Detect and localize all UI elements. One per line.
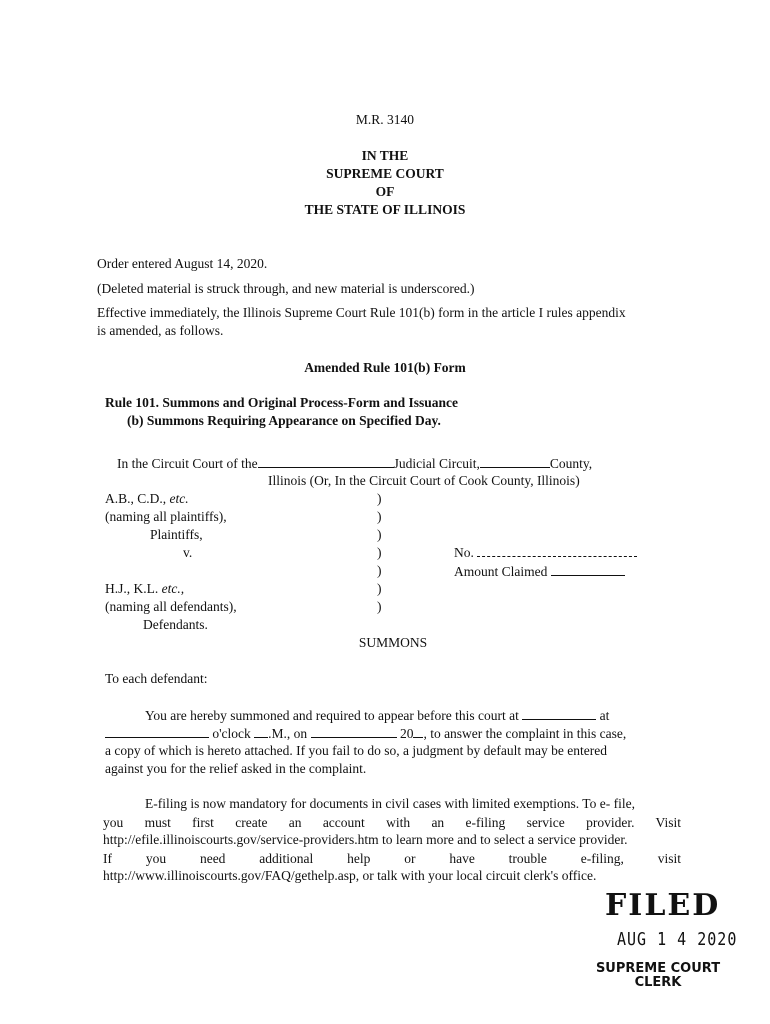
caption-paren: )	[377, 563, 382, 578]
summons-title: SUMMONS	[358, 635, 428, 650]
court-line-4: THE STATE OF ILLINOIS	[304, 202, 466, 217]
circuit-number-blank[interactable]	[258, 455, 394, 468]
rule-number: M.R. 3140	[355, 112, 415, 127]
circuit-line-1	[117, 455, 592, 472]
caption-paren: )	[377, 581, 382, 596]
circuit-prefix: In the Circuit Court of the	[117, 456, 258, 471]
p2-line-2: you must first create an account with an e-filing service provider. Visit	[103, 815, 681, 830]
circuit-suffix: County,	[549, 456, 593, 471]
county-blank[interactable]	[480, 455, 550, 468]
caption-paren: )	[377, 491, 382, 506]
defendants-line-1: H.J., K.L. etc.,	[105, 581, 185, 596]
p2-line-1: E-filing is now mandatory for documents in civil cases with limited exemptions. To e- file,	[145, 796, 635, 811]
to-each-defendant: To each defendant:	[105, 671, 208, 686]
amount-claimed-blank[interactable]	[551, 563, 625, 576]
filed-stamp-date: AUG 1 4 2020	[617, 928, 738, 950]
court-line-3: OF	[375, 184, 395, 199]
circuit-middle: Judicial Circuit,	[393, 456, 480, 471]
plaintiffs-line-2: (naming all plaintiffs),	[105, 509, 227, 524]
order-entered: Order entered August 14, 2020.	[97, 256, 268, 271]
caption-paren: )	[377, 599, 382, 614]
order-note: (Deleted material is struck through, and new material is underscored.)	[97, 281, 475, 296]
year-blank[interactable]	[413, 725, 423, 738]
caption-paren: )	[377, 545, 382, 560]
p1-line-4: against you for the relief asked in the complaint.	[105, 761, 367, 776]
rule-subtitle: (b) Summons Requiring Appearance on Specified Day.	[127, 413, 441, 428]
case-number-line	[454, 545, 637, 561]
p1-line-1: You are hereby summoned and required to appear before this court at at	[145, 708, 610, 723]
defendants-line-3: Defendants.	[143, 617, 208, 632]
plaintiffs-line-3: Plaintiffs,	[150, 527, 203, 542]
p1-line-3: a copy of which is hereto attached. If you fail to do so, a judgment by default may be entered	[105, 743, 607, 758]
order-effective-line-2: is amended, as follows.	[97, 323, 224, 338]
appearance-date-blank[interactable]	[311, 725, 397, 738]
filed-stamp-clerk: SUPREME COURT CLERK	[595, 961, 721, 990]
defendants-line-2: (naming all defendants),	[105, 599, 237, 614]
order-effective-line-1: Effective immediately, the Illinois Supreme Court Rule 101(b) form in the article I rules appendix	[97, 305, 626, 320]
court-line-2: SUPREME COURT	[326, 166, 444, 181]
form-heading: Amended Rule 101(b) Form	[304, 360, 466, 375]
appearance-location-blank[interactable]	[522, 707, 596, 720]
caption-paren: )	[377, 527, 382, 542]
am-pm-blank[interactable]	[254, 725, 268, 738]
plaintiffs-line-1: A.B., C.D., etc.	[105, 491, 189, 506]
p2-line-5: http://www.illinoiscourts.gov/FAQ/gethelp.asp, or talk with your local circuit clerk's office.	[103, 868, 597, 883]
case-number-blank[interactable]	[477, 545, 637, 557]
amount-claimed-label: Amount Claimed	[454, 564, 548, 579]
case-number-label: No.	[454, 545, 474, 560]
amount-claimed-line	[454, 563, 625, 580]
court-line-1: IN THE	[361, 148, 409, 163]
caption-paren: )	[377, 509, 382, 524]
filed-stamp: FILED	[605, 888, 721, 923]
p2-line-3: http://efile.illinoiscourts.gov/service-providers.htm to learn more and to select a service provider.	[103, 832, 628, 847]
versus: v.	[183, 545, 193, 560]
rule-title: Rule 101. Summons and Original Process-Form and Issuance	[105, 395, 459, 410]
circuit-line-2: Illinois (Or, In the Circuit Court of Cook County, Illinois)	[268, 473, 580, 488]
p2-line-4: If you need additional help or have trouble e-filing, visit	[103, 851, 681, 866]
appearance-time-blank[interactable]	[105, 725, 209, 738]
p1-line-2: o'clock .M., on 20 , to answer the complaint in this case,	[105, 725, 626, 742]
